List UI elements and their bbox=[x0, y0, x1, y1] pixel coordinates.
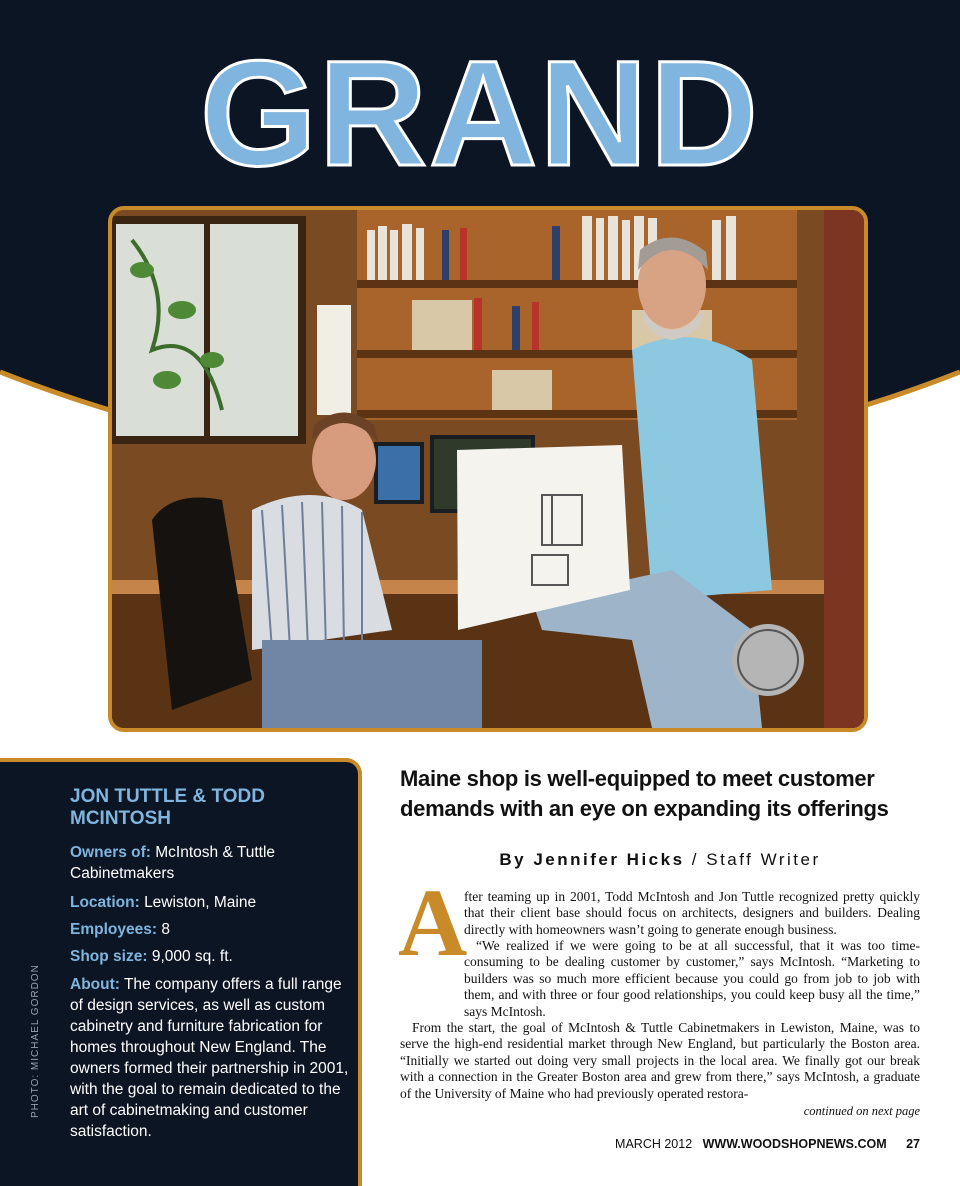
fact-shop-size-label: Shop size: bbox=[70, 948, 148, 965]
feature-photo bbox=[108, 206, 868, 732]
fact-location bbox=[70, 892, 350, 913]
footer-date: MARCH 2012 bbox=[615, 1137, 693, 1151]
fact-owners-value: McIntosh & Tuttle Cabinetmakers bbox=[70, 844, 276, 882]
byline bbox=[400, 850, 920, 870]
fact-owners-label: Owners of: bbox=[70, 844, 151, 861]
fact-owners bbox=[70, 842, 350, 884]
fact-employees-label: Employees: bbox=[70, 921, 158, 938]
fact-shop-size-value: 9,000 sq. ft. bbox=[151, 948, 233, 965]
fact-employees bbox=[70, 919, 350, 940]
profile-sidebar bbox=[0, 758, 362, 1186]
continued-note: continued on next page bbox=[803, 1104, 920, 1118]
page-number: 27 bbox=[906, 1137, 920, 1151]
fact-location-value: Lewiston, Maine bbox=[144, 894, 257, 911]
page-footer bbox=[615, 1137, 920, 1151]
page-title: GRAND bbox=[200, 29, 760, 197]
shop-office-photo bbox=[112, 210, 864, 728]
fact-location-label: Location: bbox=[70, 894, 140, 911]
article-paragraph-1: fter teaming up in 2001, Todd McIntosh and Jon Tuttle recognized pretty quickly that their client base should focus on architects, designers and builders. Dealing directly with homeowners wasn’t going to generate enough business. bbox=[464, 889, 920, 937]
fact-about-value: The company offers a full range of design services, as well as custom cabinetry and furniture fabrication for homes throughout New England. The owners formed their partnership in 2001, with the goal to remain dedicated to the art of cabinetmaking and customer satisfaction. bbox=[70, 976, 349, 1140]
article-headline: Maine shop is well-equipped to meet customer demands with an eye on expanding its offerings bbox=[400, 766, 889, 821]
drop-cap: A bbox=[398, 869, 468, 976]
fact-about-label: About: bbox=[70, 976, 120, 993]
photo-credit: PHOTO: MICHAEL GORDON bbox=[30, 964, 41, 1118]
fact-employees-value: 8 bbox=[161, 921, 170, 938]
fact-shop-size bbox=[70, 946, 350, 967]
article-paragraph-3: From the start, the goal of McIntosh & Tuttle Cabinetmakers in Lewiston, Maine, was to serve the high-end residential market through New England, but particularly the Boston area. “Initially we started out doing very small projects in the local area. We finally got our break with a connection in the Greater Boston area and grew from there,” says McIntosh, a graduate of the University of Maine who had previously operated restora- bbox=[400, 1020, 920, 1101]
byline-role: / Staff Writer bbox=[691, 850, 821, 869]
byline-author: By Jennifer Hicks bbox=[499, 850, 685, 869]
fact-about bbox=[70, 974, 350, 1142]
owner-names: JON TUTTLE & TODD MCINTOSH bbox=[70, 786, 265, 829]
article-paragraph-2: “We realized if we were going to be at all successful, that it was too time-consuming to be dealing customer by customer,” says McIntosh. “Marketing to builders was so much more efficient because you could go from job to job with them, and with three or four good relationships, you could keep busy all the time,” says McIntosh. bbox=[464, 938, 920, 1019]
footer-website: WWW.WOODSHOPNEWS.COM bbox=[702, 1137, 887, 1151]
